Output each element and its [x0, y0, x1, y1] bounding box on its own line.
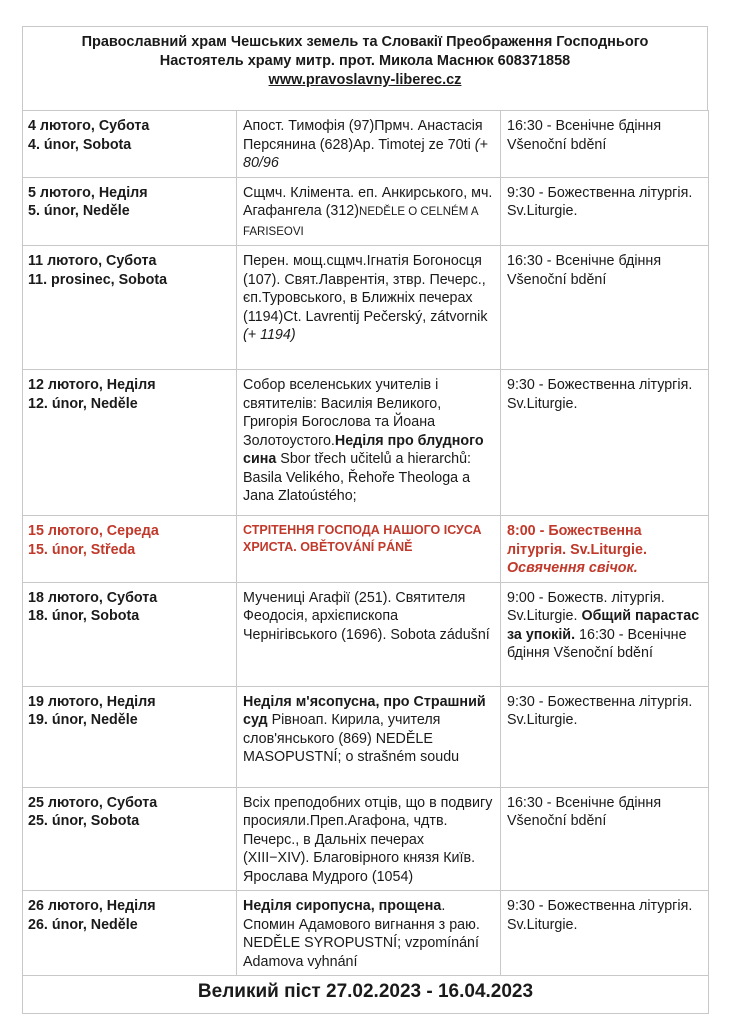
service-cell: 16:30 - Всенічне бдіння Všenoční bdění [501, 111, 709, 178]
date-cz: 11. prosinec, Sobota [28, 271, 168, 288]
description-bold: Неділя сиропусна, прощена [243, 898, 442, 914]
date-ua: 11 лютого, Субота [28, 253, 157, 269]
date-cz: 12. únor, Neděle [28, 395, 138, 412]
description-italic: (+ 80/96 [243, 136, 488, 171]
date-cell [23, 787, 237, 891]
table-row-feast [23, 516, 709, 583]
service-cell [501, 582, 709, 686]
date-cell [23, 686, 237, 787]
description-cell [237, 177, 501, 246]
description-text-after: Sbor třech učitelů a hierarchů: Basila Velikého, Řehoře Theologa a Jana Zlatoústého; [243, 451, 472, 504]
service-cell: 16:30 - Всенічне бдіння Všenoční bdění [501, 787, 709, 891]
service-text: 8:00 - Божественна літургія. Sv.Liturgie. [507, 523, 647, 558]
table-row [23, 370, 709, 516]
service-cell [501, 516, 709, 583]
service-cell: 9:30 - Божественна літургія. Sv.Liturgie. [501, 891, 709, 976]
date-cell [23, 177, 237, 246]
table-row [23, 787, 709, 891]
description-text: . Спомин Адамового вигнання з раю. NEDĚLE SYROPUSTNÍ; vzpomínání Adamova vyhnání [243, 898, 480, 970]
description-bold: Неділя про блудного сина [243, 432, 484, 467]
date-ua: 25 лютого, Субота [28, 794, 158, 811]
date-cz: 4. únor, Sobota [28, 136, 132, 153]
date-cell [23, 111, 237, 178]
date-cz: 18. únor, Sobota [28, 608, 140, 624]
date-ua: 15 лютого, Середа [28, 523, 159, 539]
schedule-table [22, 110, 709, 1014]
date-ua: 4 лютого, Субота [28, 118, 150, 134]
date-cz: 25. únor, Sobota [28, 813, 140, 829]
date-cell [23, 370, 237, 516]
description-text: Сщмч. Клімента. еп. Анкирського, мч. Агафангела (312) [243, 184, 493, 219]
rector-line: Настоятель храму митр. прот. Микола Маснюк 608371858 [159, 53, 571, 69]
description-cell [237, 686, 501, 787]
footer-row [23, 976, 709, 1014]
date-cz: 26. únor, Neděle [28, 916, 138, 933]
website-link[interactable]: www.pravoslavny-liberec.cz [268, 72, 462, 88]
date-cell [23, 582, 237, 686]
service-cell: 9:30 - Божественна літургія. Sv.Liturgie. [501, 370, 709, 516]
description-cell: Мучениці Агафії (251). Святителя Феодосія, архієпископа Чернігівського (1696). Sobota zádušní [237, 582, 501, 686]
date-ua: 12 лютого, Неділя [28, 377, 156, 393]
schedule-sheet [22, 26, 708, 1014]
date-cell [23, 246, 237, 370]
table-row [23, 582, 709, 686]
date-ua: 19 лютого, Неділя [28, 693, 156, 710]
description-text: Рівноап. Кирила, учителя слов'янського (869) NEDĚLE MASOPUSTNÍ; o strašném soudu [243, 712, 460, 765]
church-title: Православний храм Чешських земель та Словакії Преображення Господнього [81, 34, 649, 50]
table-row [23, 111, 709, 178]
date-ua: 5 лютого, Неділя [28, 184, 148, 201]
description-cell: СТРІТЕННЯ ГОСПОДА НАШОГО ІСУСА ХРИСТА. OBĚTOVÁNÍ PÁNĚ [237, 516, 501, 583]
table-row [23, 177, 709, 246]
date-cz: 5. únor, Neděle [28, 203, 130, 219]
description-bold: Неділя м'ясопусна, про Страшний суд [243, 693, 486, 728]
description-cell [237, 370, 501, 516]
description-text: Апост. Тимофія (97)Прмч. Анастасія Персянина (628)Ap. Timotej ze 70ti [243, 118, 483, 153]
description-cell [237, 111, 501, 178]
description-cell: Всіх преподобних отців, що в подвигу просияли.Преп.Агафона, чдтв. Печерс., в Дальніх печерах (XIII−XIV). Благовірного князя Київ. Ярослава Мудрого (1054) [237, 787, 501, 891]
description-text: Собор вселенських учителів і святителів: Василія Великого, Григорія Богослова та Йоана Золотоустого. [243, 377, 442, 449]
service-bold: Общий парастас за упокій. [507, 608, 700, 643]
service-cell: 9:30 - Божественна літургія. Sv.Liturgie. [501, 686, 709, 787]
lent-period: Великий піст 27.02.2023 - 16.04.2023 [23, 976, 709, 1014]
date-cell [23, 891, 237, 976]
date-ua: 18 лютого, Субота [28, 589, 158, 606]
service-italic: Освячення свічок. [507, 560, 638, 576]
date-cell [23, 516, 237, 583]
date-cz: 15. únor, Středa [28, 541, 136, 558]
table-row [23, 686, 709, 787]
description-small: NEDĚLE O CELNÉM A FARISEOVI [243, 206, 478, 238]
service-cell: 9:30 - Божественна літургія. Sv.Liturgie. [501, 177, 709, 246]
table-row [23, 246, 709, 370]
service-cell: 16:30 - Всенічне бдіння Všenoční bdění [501, 246, 709, 370]
description-text: Перен. мощ.сщмч.Ігнатія Богоносця (107). Свят.Лаврентія, зтвр. Печерс., єп.Туровського, в Ближніх печерах (1194)Ct. Lavrentij Pečerský, zátvornik [243, 253, 488, 325]
description-italic: (+ 1194) [243, 327, 296, 343]
date-ua: 26 лютого, Неділя [28, 898, 156, 914]
table-row [23, 891, 709, 976]
header [22, 26, 708, 110]
service-text: 9:00 - Божеств. літургія. Sv.Liturgie. [507, 589, 665, 624]
date-cz: 19. únor, Neděle [28, 712, 138, 728]
service-text-after: 16:30 - Всенічне бдіння Všenoční bdění [507, 626, 687, 661]
description-cell [237, 246, 501, 370]
description-cell [237, 891, 501, 976]
